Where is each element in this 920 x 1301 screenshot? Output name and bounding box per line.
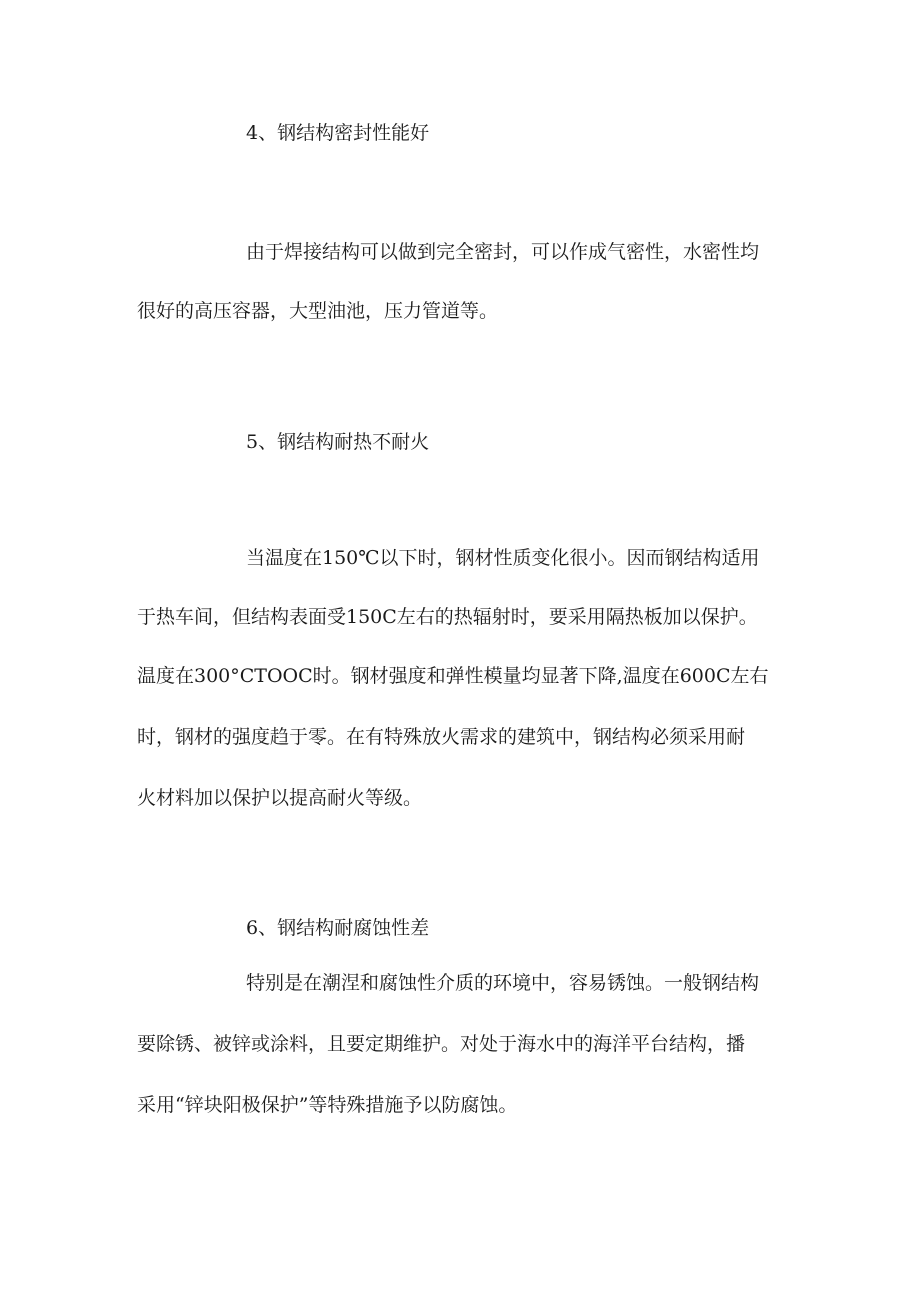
paragraph-line: 特别是在潮涅和腐蚀性介质的环境中，容易锈蚀。一般钢结构 — [246, 972, 760, 994]
section-heading-5: 5、钢结构耐热不耐火 — [246, 431, 430, 453]
paragraph-line: 火材料加以保护以提高耐火等级。 — [137, 787, 423, 809]
paragraph-line: 要除锈、被锌或涂料，且要定期维护。对处于海水中的海洋平台结构，播 — [137, 1033, 746, 1055]
paragraph-line: 当温度在150℃以下时，钢材性质变化很小。因而钢结构适用 — [246, 547, 760, 569]
paragraph-line: 采用“锌块阳极保护”等特殊措施予以防腐蚀。 — [137, 1094, 518, 1116]
section-heading-6: 6、钢结构耐腐蚀性差 — [246, 917, 430, 939]
paragraph-line: 很好的高压容器，大型油池，压力管道等。 — [137, 300, 499, 322]
section-heading-4: 4、钢结构密封性能好 — [246, 122, 430, 144]
paragraph-line: 温度在300°CTOOC时。钢材强度和弹性模量均显著下降,温度在600C左右 — [137, 665, 769, 687]
paragraph-line: 由于焊接结构可以做到完全密封，可以作成气密性，水密性均 — [246, 241, 760, 263]
paragraph-line: 于热车间，但结构表面受150C左右的热辐射时，要采用隔热板加以保护。 — [137, 606, 758, 628]
paragraph-line: 时，钢材的强度趋于零。在有特殊放火需求的建筑中，钢结构必须采用耐 — [137, 726, 746, 748]
